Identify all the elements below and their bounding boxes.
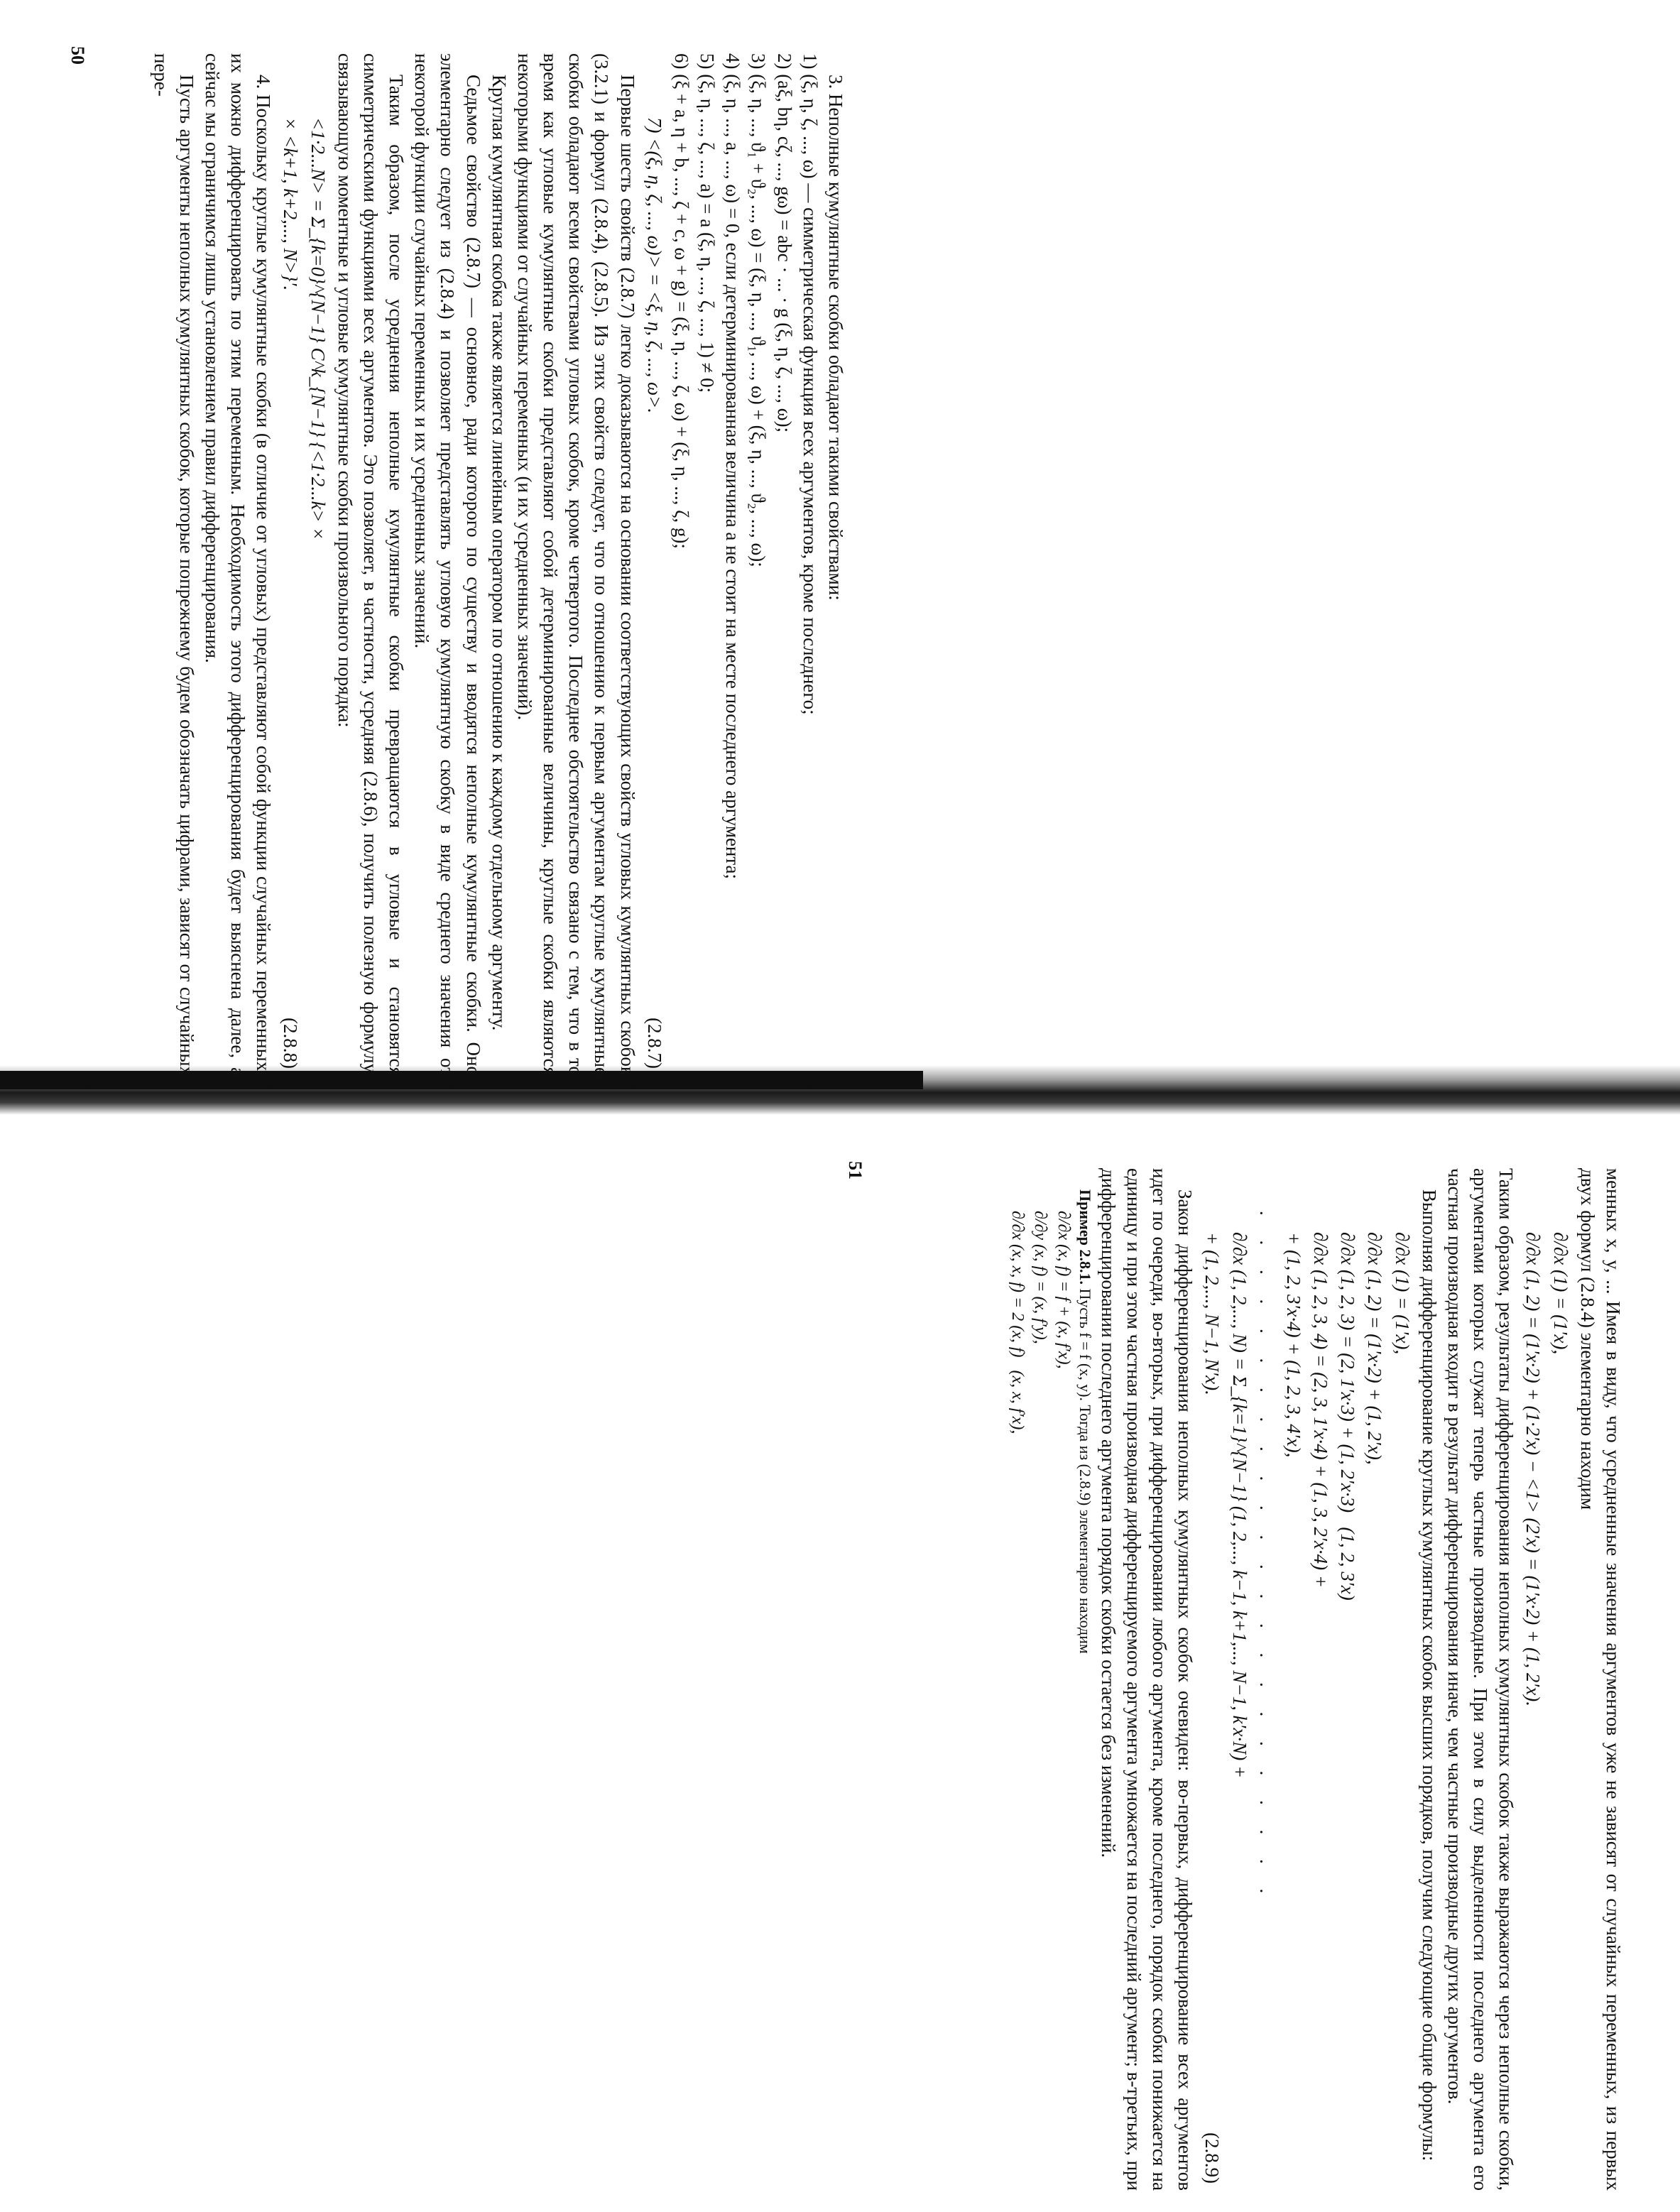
formula-2-8-8-line-1: <1·2...N> = Σ_{k=0}^{N−1} C^k_{N−1} {<1·2...k> × (307, 117, 329, 540)
formula-derivative-1: ∂/∂x (1) = (1′x), (1549, 1232, 1571, 1355)
paragraph-results: Таким образом, результаты дифференцирования неполных кумулянтных скобок также выражаются через неполные скобки, аргументами которых служат теперь частные производные. При этом в силу выделенности последнего аргумента его частная производная входит в результат дифференцирования иначе, чем частные производные других аргументов. (1444, 1168, 1517, 2191)
property-6: 6) (ξ + a, η + b, ..., ζ + c, ω + g) = (ξ, η, ..., ζ, ω) + (ξ, η, ..., ζ, g); (670, 53, 692, 549)
example-2-8-1 (1075, 1168, 1096, 2191)
paragraph-averaging: Таким образом, после усреднения неполные кумулянтные скобки превращаются в угловые и становятся симметрическими функциями всех аргументов. Это позволяет, в частности, усредняя (2.8.6), получить полезную формулу, связывающую моментные и угловые кумулянтные скобки произвольного порядка: (334, 53, 408, 1076)
equation-number-2-8-9: (2.8.9) (1201, 2132, 1223, 2184)
formula-2-8-9-line-6: ∂/∂x (1, 2,..., N) = Σ_{k=1}^{N−1} (1, 2,..., k−1, k+1,..., N−1, k′x·N) + (1228, 1232, 1250, 1779)
page-number: 51 (844, 1161, 866, 1179)
property-2: 2) (aξ, bη, cζ, ..., gω) = abc · ... · g (ξ, η, ζ, ..., ω); (773, 53, 795, 433)
formula-2-8-9-line-4: ∂/∂x (1, 2, 3, 4) = (2, 3, 1′x·4) + (1, 3, 2′x·4) + (1310, 1232, 1332, 1589)
equation-number-2-8-7: (2.8.7) (643, 1018, 665, 1069)
formula-2-8-9-row (1199, 1232, 1225, 2184)
example-formula-1: ∂/∂x (x, f) = f + (x, f′x), (1054, 1211, 1073, 1369)
property-4: 4) (ξ, η, ..., a, ..., ω) = 0, если детерминированная величина a не стоит на месте последнего аргумента; (722, 53, 744, 879)
formula-ellipsis-row: . . . . . . . . . . . . . . . . . . . . . . . . (1255, 1211, 1277, 1904)
formula-2-8-9-line-2: ∂/∂x (1, 2) = (1′x·2) + (1, 2′x), (1364, 1232, 1386, 1465)
formula-2-8-9-line-3: ∂/∂x (1, 2, 3) = (2, 1′x·3) + (1, 2′x·3) (1, 2, 3′x) (1337, 1232, 1359, 1601)
paragraph-law: Закон дифференцирования неполных кумулянтных скобок очевиден: во-первых, дифференцирование всех аргументов идет по очереди, во-вторых, при дифференцировании любого аргумента, кроме последнего, порядок скобки понижается на единицу и при этом частная производная дифференцируемого аргумента умножается на последний аргумент; в-третьих, при дифференцировании последнего аргумента порядок скобки остается без изменений. (1097, 1168, 1196, 2191)
property-7: 7) <(ξ, η, ζ, ..., ω)> = <ξ, η, ζ, ..., ω>. (643, 117, 665, 413)
example-formula-3: ∂/∂x (x, x, f) = 2 (x, f) (x, x, f′x), (1008, 1211, 1027, 1434)
equation-number-2-8-8: (2.8.8) (280, 1018, 302, 1069)
example-text: Пусть f = f (x, y). Тогда из (2.8.9) элементарно находим (1076, 1288, 1094, 1654)
paragraph-proof: Первые шесть свойств (2.8.7) легко доказываются на основании соответствующих свойств угловых кумулянтных скобок (3.2.1) и формул (2.8.4), (2.8.5). Из этих свойств следует, что по отношению к первым аргументам круглые кумулянтные скобки обладают всеми свойствами угловых скобок, кроме четвертого. Последнее обстоятельство связано с тем, что в то время как угловые кумулянтные скобки представляют собой детерминированные величины, круглые скобки являются некоторыми функциями от случайных переменных (и их усредненных значений). (513, 53, 638, 1076)
property-3: 3) (ξ, η, ..., ϑ₁ + ϑ₂, ..., ω) = (ξ, η, ..., ϑ₁, ..., ω) + (ξ, η, ..., ϑ₂, ..., ω); (748, 53, 770, 567)
property-7-row (642, 117, 667, 1069)
formula-2-8-8-row (278, 117, 303, 1069)
section-intro: 3. Неполные кумулянтные скобки обладают такими свойствами: (825, 75, 846, 601)
example-label: Пример 2.8.1. (1076, 1189, 1094, 1285)
formula-2-8-9-line-5: + (1, 2, 3′x·4) + (1, 2, 3, 4′x), (1282, 1232, 1304, 1458)
book-page-50 (60, 32, 856, 1097)
formula-derivative-2: ∂/∂x (1, 2) = (1′x·2) + (1·2′x) − <1> (2′x) = (1′x·2) + (1, 2′x). (1522, 1232, 1544, 1707)
formula-2-8-9-line-1: ∂/∂x (1) = (1′x), (1391, 1232, 1413, 1355)
paragraph-arguments: Пусть аргументы неполных кумулянтных скобок, которые попрежнему будем обозначать цифрами, зависят от случайных пере- (150, 53, 197, 1076)
paragraph-continued: менных x, y, ... Имея в виду, что усредненные значения аргументов уже не зависят от случайных переменных, из первых двух формул (2.8.4) элементарно находим (1576, 1168, 1624, 2191)
book-page-51 (838, 1147, 1633, 2212)
formula-2-8-8-line-2: × <k+1, k+2,..., N>}′. (280, 117, 302, 291)
paragraph-differentiation: 4. Поскольку круглые кумулянтные скобки (в отличие от угловых) представляют собой функции случайных переменных, их можно дифференцировать по этим переменным. Необходимость этого дифференцирования будет выяснена далее, а сейчас мы ограничимся лишь установлением правил дифференцирования. (201, 53, 275, 1076)
paragraph-linear: Круглая кумулянтная скобка также является линейным оператором по отношению к каждому отдельному аргументу. (488, 75, 510, 1031)
paragraph-general: Выполняя дифференцирование круглых кумулянтных скобок высших порядков, получим следующие общие формулы: (1418, 1189, 1440, 2162)
property-1: 1) (ξ, η, ζ, ..., ω) — симметрическая функция всех аргументов, кроме последнего; (799, 53, 821, 715)
example-formula-2: ∂/∂y (x, f) = (x, f′y), (1031, 1211, 1050, 1344)
property-5: 5) (ξ, η, ..., ζ, ..., a) = a (ξ, η, ..., ζ, ..., 1) ≠ 0; (697, 53, 719, 393)
formula-2-8-9-line-7: + (1, 2,..., N−1, N′x). (1201, 1232, 1223, 1395)
paragraph-seventh: Седьмое свойство (2.8.7) — основное, ради которого по существу и вводятся неполные кумулянтные скобки. Оно элементарно следует из (2.8.4) и позволяет представлять угловую кумулянтную скобку в виде среднего значения от некоторой функции случайных переменных и их усредненных значений. (411, 53, 484, 1076)
page-number: 50 (67, 46, 88, 65)
